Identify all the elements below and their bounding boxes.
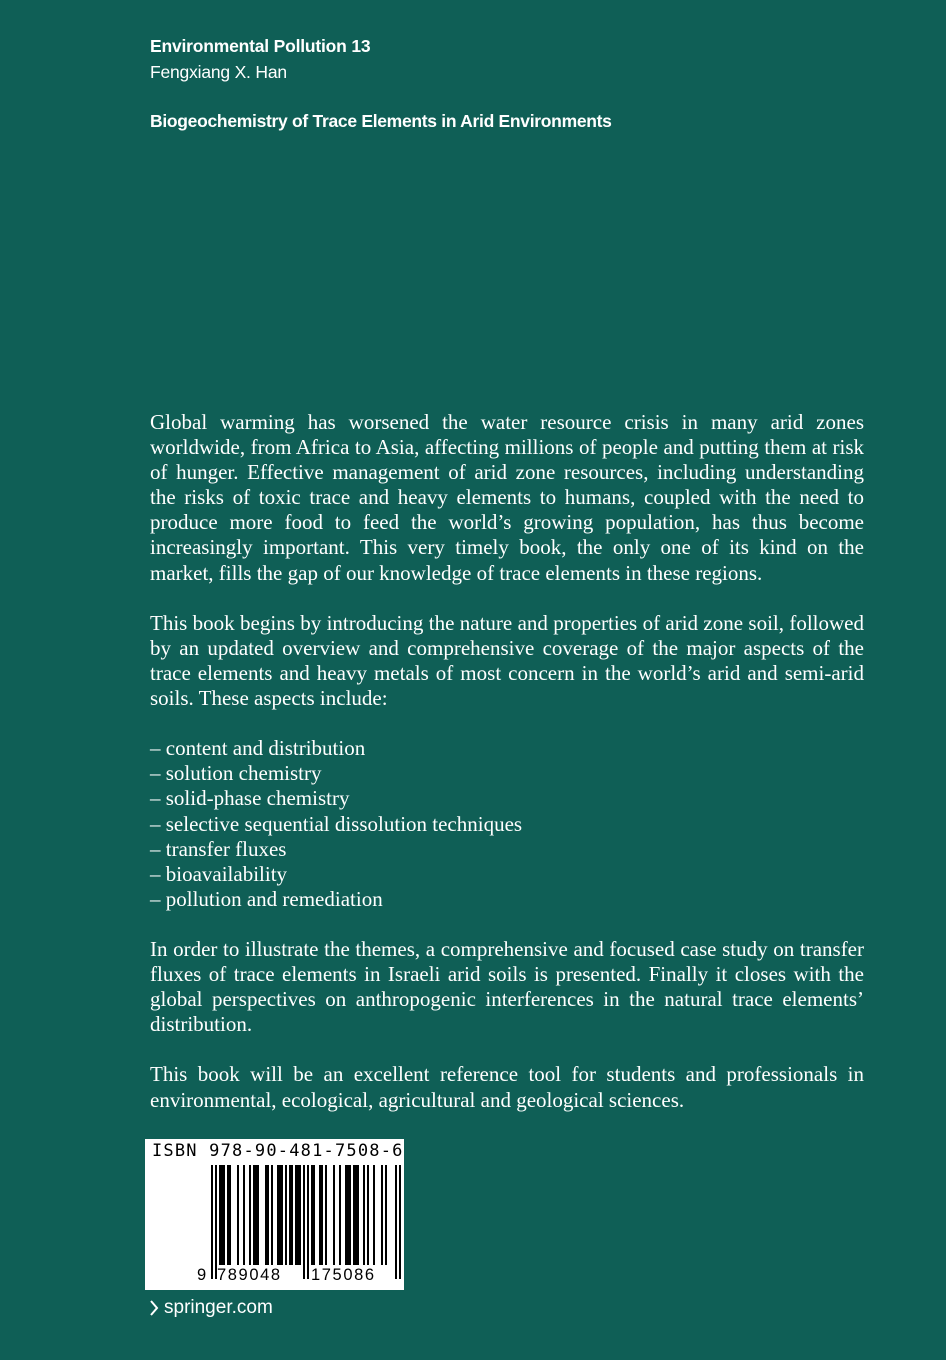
barcode-bar [255, 1165, 257, 1265]
barcode-bar [307, 1165, 309, 1279]
barcode-bar [349, 1165, 351, 1265]
book-title: Biogeochemistry of Trace Elements in Arid Environments [150, 111, 612, 131]
author-name: Fengxiang X. Han [150, 62, 287, 82]
list-item: – solid-phase chemistry [150, 786, 350, 811]
barcode-bar [271, 1165, 273, 1265]
blurb-paragraph-1: Global warming has worsened the water resource crisis in many arid zones worldwide, from Africa to Asia, affecting millions of people and putting them at risk of hunger. Effective management of arid zone resources, including understanding the risks of toxic trace and heavy elements to humans, coupled with the need to produce more food to feed the world’s growing population, has thus become increasingly important. This very timely book, the only one of its kind on the market, fills the gap of our knowledge of trace elements in these regions. [150, 410, 864, 585]
list-item: – solution chemistry [150, 761, 322, 786]
barcode-bar [311, 1165, 313, 1265]
barcode-bar [395, 1165, 397, 1279]
list-item: – pollution and remediation [150, 886, 383, 911]
aspects-list [150, 736, 864, 912]
blurb-paragraph-2: This book begins by introducing the nature and properties of arid zone soil, followed by an updated overview and comprehensive coverage of the major aspects of the trace elements and heavy metals of most concern in the world’s arid and semi-arid soils. These aspects include: [150, 610, 864, 711]
barcode-bar [257, 1165, 259, 1265]
publisher-link[interactable] [148, 1297, 273, 1319]
barcode-bar [363, 1165, 365, 1265]
barcode-bar [303, 1165, 305, 1279]
barcode-bar [325, 1165, 327, 1265]
blurb-text [150, 410, 864, 1138]
barcode-bar [291, 1165, 293, 1265]
barcode-bar [367, 1165, 369, 1265]
barcode-bar [219, 1165, 221, 1265]
barcode-bar [381, 1165, 383, 1265]
barcode-bar [289, 1165, 291, 1265]
ean-lead-digit: 9 [197, 1266, 207, 1284]
publisher-url[interactable]: springer.com [164, 1297, 273, 1318]
barcode-bar [295, 1165, 297, 1265]
blurb-paragraph-3: In order to illustrate the themes, a comprehensive and focused case study on transfer fluxes of trace elements in Israeli arid soils is presented. Finally it closes with the global perspectives on anthropogenic interferences in the natural trace elements’ distribution. [150, 936, 864, 1037]
barcode-bar [277, 1165, 279, 1265]
barcode-bar [353, 1165, 355, 1265]
barcode-bar [385, 1165, 387, 1265]
barcode-bar [299, 1165, 301, 1265]
barcode-bar [399, 1165, 401, 1279]
barcode-bar [321, 1165, 323, 1265]
barcode-bar [227, 1165, 229, 1265]
barcode-bar [253, 1165, 255, 1265]
series-title: Environmental Pollution 13 [150, 36, 371, 56]
barcode-bar [347, 1165, 349, 1265]
ean-left-digits: 789048 [217, 1266, 282, 1284]
list-item: – selective sequential dissolution techniques [150, 811, 523, 836]
isbn-barcode [145, 1139, 404, 1290]
barcode-bar [373, 1165, 375, 1265]
barcode-bar [345, 1165, 347, 1265]
chevron-right-icon [148, 1298, 160, 1318]
barcode-bar [281, 1165, 283, 1265]
barcode-bar [319, 1165, 321, 1265]
barcode-bar [355, 1165, 357, 1265]
list-item: – transfer fluxes [150, 836, 287, 861]
isbn-label: ISBN 978-90-481-7508-6 [152, 1141, 404, 1161]
list-item: – bioavailability [150, 861, 288, 886]
barcode-bar [221, 1165, 223, 1265]
barcode-bar [223, 1165, 225, 1265]
barcode-bar [265, 1165, 267, 1265]
barcode-bar [215, 1165, 217, 1279]
barcode-bar [285, 1165, 287, 1265]
barcode-bar [211, 1165, 213, 1279]
barcode-bar [357, 1165, 359, 1265]
barcode-bar [249, 1165, 251, 1265]
ean-right-digits: 175086 [311, 1266, 376, 1284]
barcode-bar [267, 1165, 269, 1265]
barcode-bar [237, 1165, 239, 1265]
blurb-paragraph-4: This book will be an excellent reference tool for students and professionals in environmental, ecological, agricultural and geological sciences. [150, 1062, 864, 1112]
barcode-bar [229, 1165, 231, 1265]
list-item: – content and distribution [150, 736, 366, 761]
barcode-bar [333, 1165, 335, 1265]
barcode-bar [297, 1165, 299, 1265]
barcode-bar [243, 1165, 245, 1265]
barcode-bar [313, 1165, 315, 1265]
barcode-bar [339, 1165, 341, 1265]
barcode-bar [279, 1165, 281, 1265]
